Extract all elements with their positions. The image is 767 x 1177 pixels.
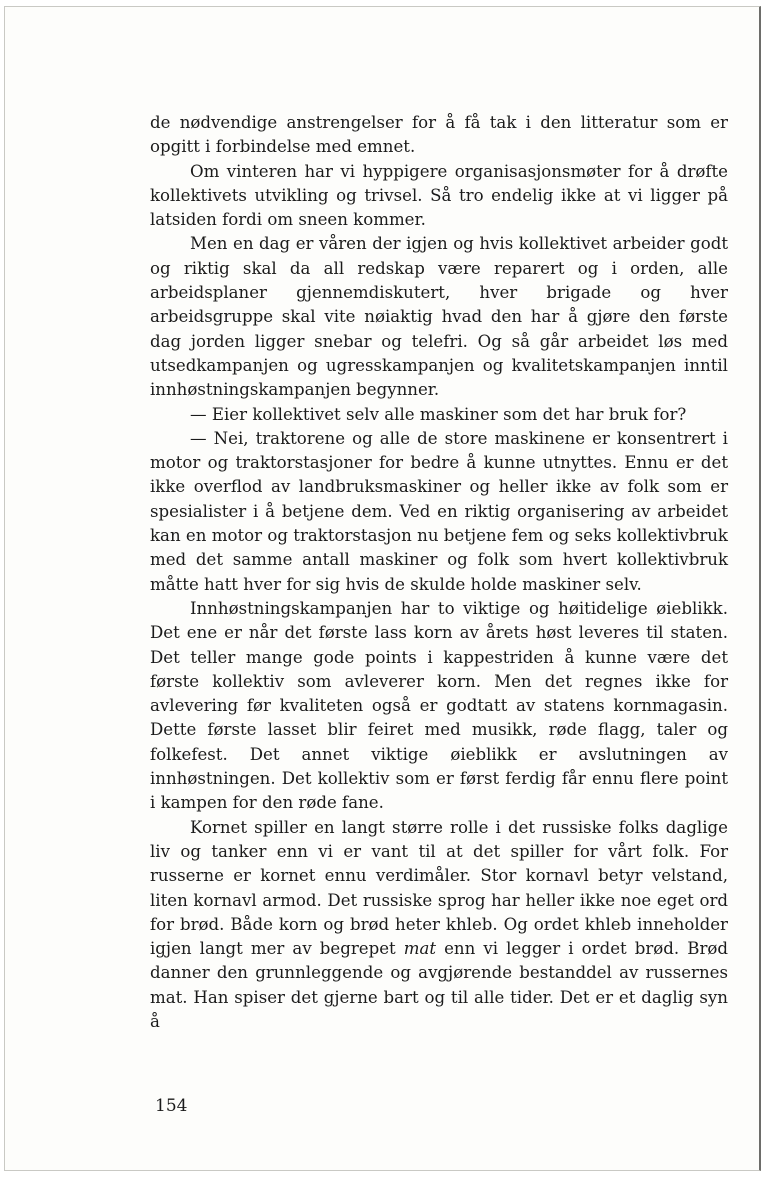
- paragraph-3: Men en dag er våren der igjen og hvis kollektivet arbeider godt og riktig skal da all redskap være reparert og i orden, alle arbeidsplaner gjennemdiskutert, hver brigade og hver arbeidsgruppe skal vite nøiaktig hvad den har å gjøre den første dag jorden ligger snebar og telefri. Og så går arbeidet løs med utsedkampanjen og ugresskampanjen og kvalitetskampanjen inntil innhøstningskampanjen begynner.: [150, 234, 728, 400]
- paragraph-4: — Eier kollektivet selv alle maskiner som det har bruk for?: [190, 404, 687, 424]
- emphasized-word: mat: [403, 939, 437, 959]
- paragraph-7: [150, 816, 728, 1035]
- paragraph-6: Innhøstningskampanjen har to viktige og høitidelige øieblikk. Det ene er når det første lass korn av årets høst leveres til staten. Det teller mange gode points i kappestriden å kunne være det første kollektiv som avleverer korn. Men det regnes ikke for avlevering før kvaliteten også er godtatt av statens kornmagasin. Dette første lasset blir feiret med musikk, røde flagg, taler og folkefest. Det annet viktige øieblikk er avslutningen av innhøstningen. Det kollektiv som er først ferdig får ennu flere point i kampen for den røde fane.: [150, 598, 728, 813]
- body-text: [150, 111, 728, 1034]
- book-page: [4, 6, 761, 1171]
- paragraph-2: Om vinteren har vi hyppigere organisasjonsmøter for å drøfte kollektivets utvikling og trivsel. Så tro endelig ikke at vi ligger på latsiden fordi om sneen kommer.: [150, 161, 728, 230]
- paragraph-7-end: enn vi legger i ordet brød. Brød danner den grunnleggende og avgjørende bestanddel av russernes mat. Han spiser det gjerne bart og til alle tider. Det er et daglig syn å: [150, 939, 728, 1031]
- paragraph-5: — Nei, traktorene og alle de store maskinene er konsentrert i motor og traktorstasjoner for bedre å kunne utnyttes. Ennu er det ikke overflod av landbruksmaskiner og heller ikke av folk som er spesialister i å betjene dem. Ved en riktig organisering av arbeidet kan en motor og traktorstasjon nu betjene fem og seks kollektivbruk med det samme antall maskiner og folk som hvert kollektivbruk måtte hatt hver for sig hvis de skulde holde maskiner selv.: [150, 428, 728, 594]
- paragraph-1: de nødvendige anstrengelser for å få tak i den litteratur som er opgitt i forbindelse med emnet.: [150, 113, 728, 157]
- paragraph-7-start: Kornet spiller en langt større rolle i det russiske folks daglige liv og tanker enn vi er vant til at det spiller for vårt folk. For russerne er kornet ennu verdimåler. Stor kornavl betyr velstand, liten kornavl armod. Det russiske sprog har heller ikke noe eget ord for brød. Både korn og brød heter khleb. Og ordet khleb inneholder igjen langt mer av begrepet: [150, 817, 728, 959]
- page-number: 154: [155, 1096, 188, 1116]
